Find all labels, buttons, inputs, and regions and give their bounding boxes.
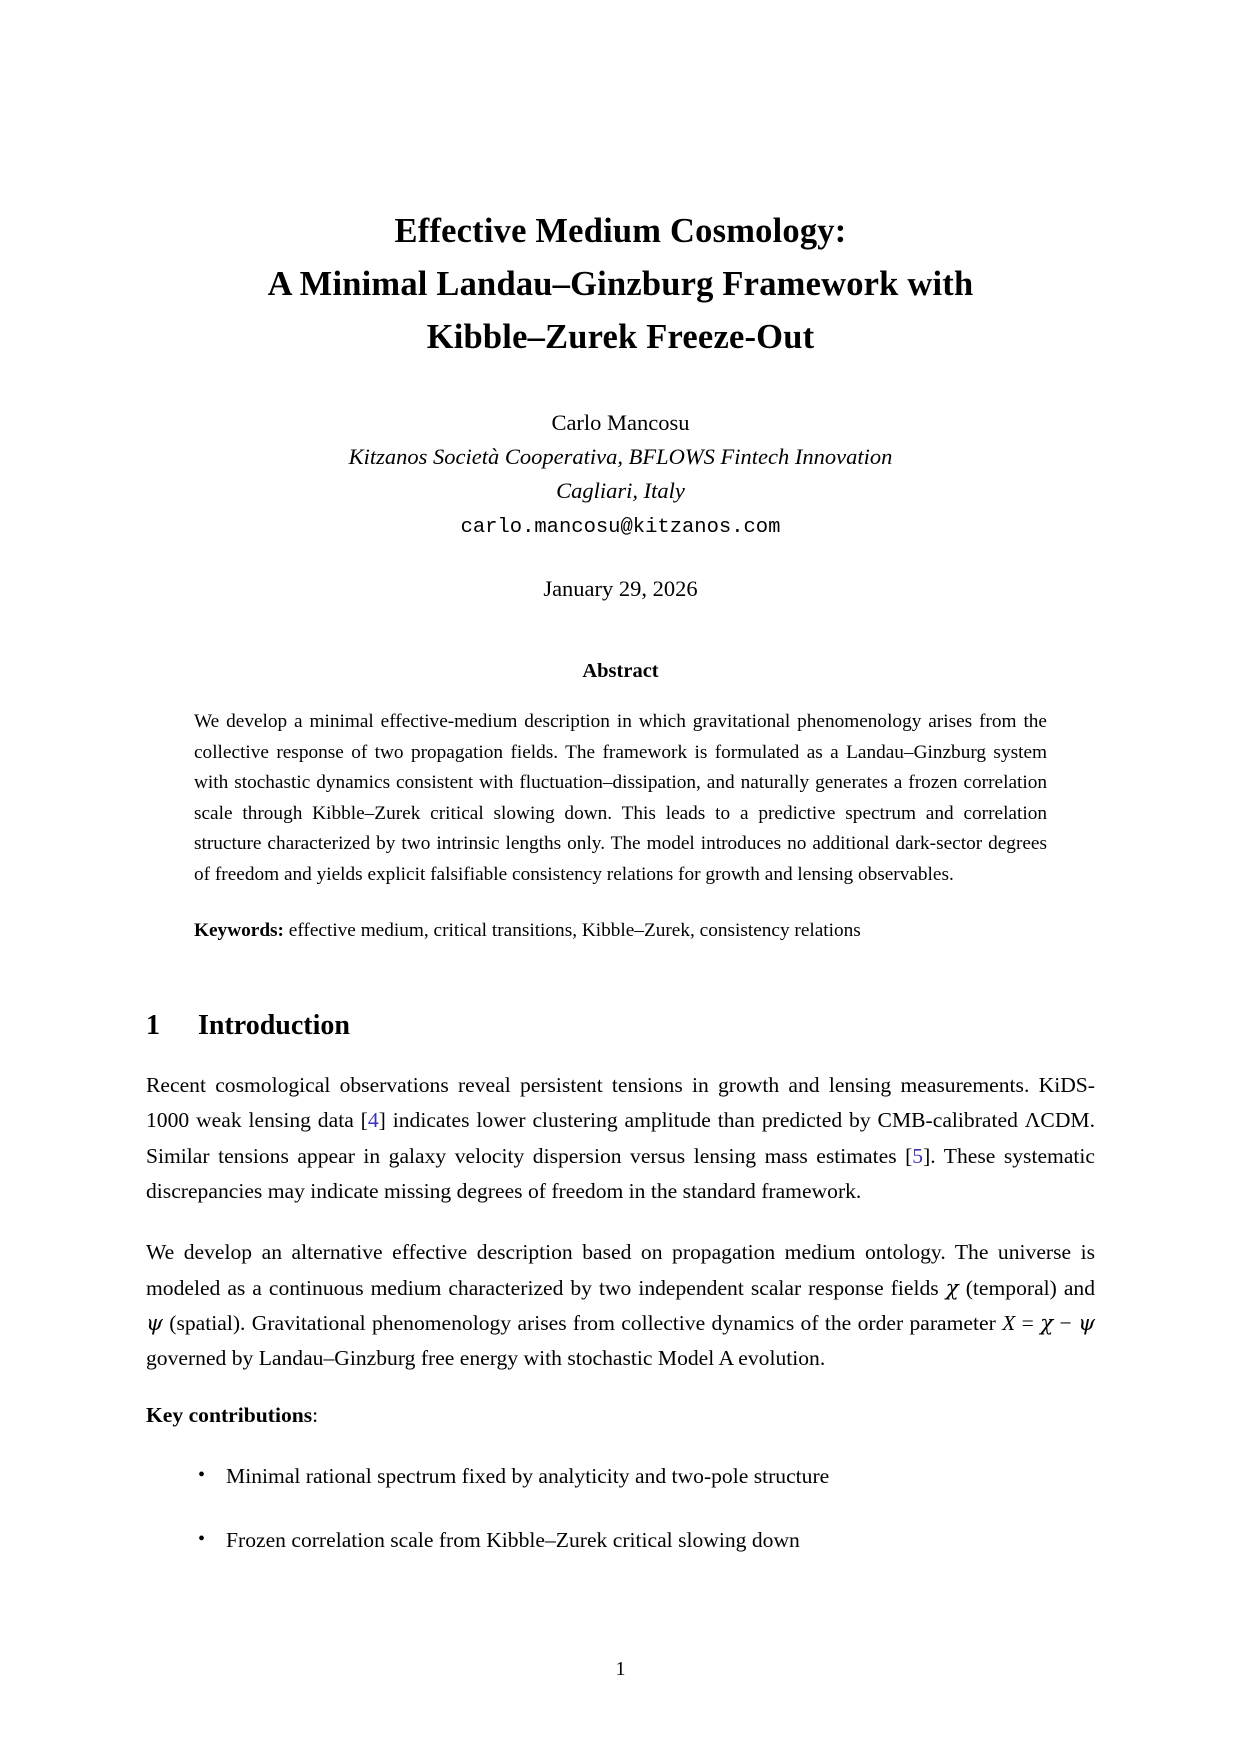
intro-paragraph-1 — [146, 1068, 1095, 1209]
intro-p1-text-b: ] indicates lower clustering amplitude than predicted by CMB-calibrated ΛCDM. Similar tensions appear in galaxy velocity dispersion versus lensing mass estimates [ — [146, 1108, 1096, 1168]
author-name: Carlo Mancosu — [551, 410, 690, 435]
key-contributions-colon: : — [312, 1403, 319, 1428]
intro-p1-text-c: ]. These systematic discrepancies may indicate missing degrees of freedom in the standard framework. — [146, 1143, 1095, 1204]
math-symbol-psi: ψ — [146, 1310, 163, 1336]
key-contributions-list — [146, 1459, 1095, 1558]
math-minus: − — [1053, 1310, 1079, 1335]
intro-p2-text-d: governed by Landau–Ginzburg free energy with stochastic Model A evolution. — [146, 1346, 826, 1371]
title-line-2: A Minimal Landau–Ginzburg Framework with — [267, 265, 974, 303]
intro-p2-text-a: We develop an alternative effective description based on propagation medium ontology. The universe is modeled as a continuous medium characterized by two independent scalar response fields — [146, 1240, 1095, 1300]
section-number: 1 — [146, 1010, 160, 1042]
section-title: Introduction — [198, 1010, 350, 1042]
keywords-value: effective medium, critical transitions, Kibble–Zurek, consistency relations — [283, 919, 861, 941]
math-equals: = — [1015, 1310, 1041, 1335]
keywords-line — [194, 916, 1047, 947]
author-block — [146, 406, 1095, 546]
keywords-label: Keywords: — [194, 919, 284, 941]
title-line-1: Effective Medium Cosmology: — [394, 212, 847, 250]
list-item: • Frozen correlation scale from Kibble–Zurek critical slowing down — [198, 1523, 1095, 1558]
abstract-body: We develop a minimal effective-medium description in which gravitational phenomenology arises from the collective response of two propagation fields. The framework is formulated as a Landau–Ginzburg system with stochastic dynamics consistent with fluctuation–dissipation, and naturally generates a frozen correlation scale through Kibble–Zurek critical slowing down. This leads to a predictive spectrum and correlation structure characterized by two intrinsic lengths only. The model introduces no additional dark-sector degrees of freedom and yields explicit falsifiable consistency relations for growth and lensing observables. — [194, 711, 1047, 885]
key-contributions-lead — [146, 1398, 1095, 1433]
author-email[interactable]: carlo.mancosu@kitzanos.com — [460, 516, 781, 539]
section-heading-introduction — [146, 1010, 1095, 1042]
title-line-3: Kibble–Zurek Freeze-Out — [426, 318, 815, 356]
page-content-column — [146, 0, 1095, 1586]
citation-link-4[interactable]: 4 — [367, 1108, 379, 1133]
intro-paragraph-2 — [146, 1235, 1095, 1376]
paper-date: January 29, 2026 — [543, 576, 698, 601]
math-equation-psi: ψ — [1078, 1310, 1095, 1336]
intro-p2-text-b: (temporal) and — [958, 1275, 1095, 1300]
intro-p2-text-c: (spatial). Gravitational phenomenology arises from collective dynamics of the order parameter — [162, 1310, 1003, 1335]
author-city: Cagliari, Italy — [556, 478, 685, 503]
page-number: 1 — [615, 1658, 626, 1680]
list-item: • Minimal rational spectrum fixed by analyticity and two-pole structure — [198, 1459, 1095, 1494]
intro-p1-text-a: Recent cosmological observations reveal persistent tensions in growth and lensing measurements. KiDS-1000 weak lensing data [ — [146, 1073, 1095, 1133]
key-contributions-label: Key contributions — [146, 1403, 313, 1428]
paper-title — [146, 0, 1095, 364]
author-affiliation: Kitzanos Società Cooperativa, BFLOWS Fintech Innovation — [348, 444, 893, 469]
abstract-heading: Abstract — [582, 660, 659, 682]
math-variable-x: X — [1002, 1310, 1016, 1335]
math-symbol-chi: χ — [945, 1275, 959, 1301]
math-equation-chi: χ — [1040, 1310, 1054, 1336]
citation-link-5[interactable]: 5 — [912, 1143, 924, 1168]
abstract-section — [146, 660, 1095, 946]
